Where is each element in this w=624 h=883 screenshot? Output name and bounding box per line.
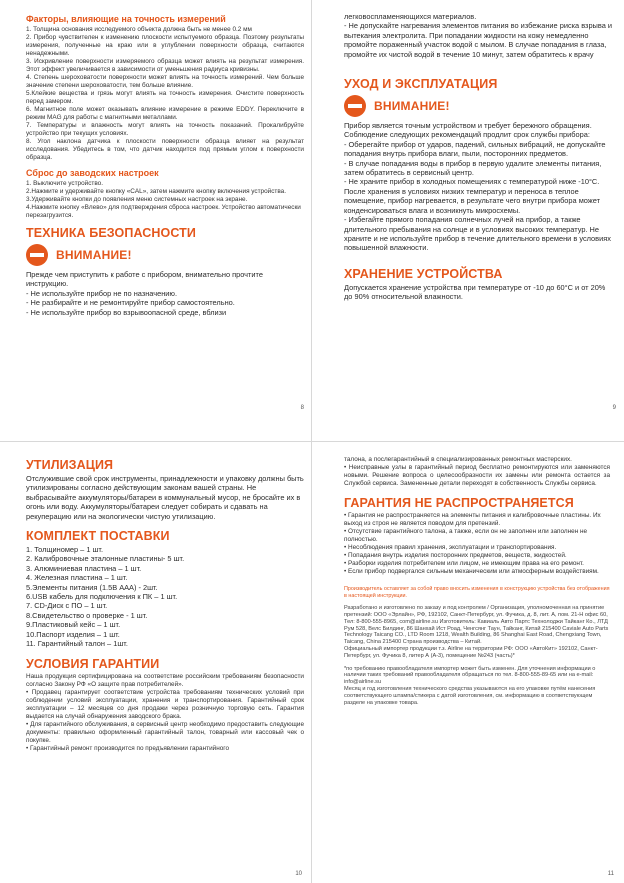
list-item: 11. Гарантийный талон – 1шт. bbox=[26, 639, 128, 649]
list-item: • Разборки изделия потребителем или лицом, не имеющим права на его ремонт. bbox=[344, 560, 584, 567]
list-item: - В случае попадания воды в прибор в первую удалите элементы питания, затем обратитесь в сервисный центр. bbox=[344, 158, 602, 178]
list-item: 3. Алюминиевая пластина – 1 шт. bbox=[26, 563, 142, 573]
list-item: 3. Искривление поверхности измеряемого образца может влиять на результат измерения. Этот эффект увеличивается в зависимости от уменьшения радиуса кривизны. bbox=[26, 58, 304, 73]
list-item: - Избегайте прямого попадания солнечных лучей на прибор, а также длительного пребывания на солнце и в условиях высоких температур. Не храните и не используйте прибор в течение длительного времени в условиях повышенной влажности. bbox=[344, 215, 611, 253]
care-heading: УХОД И ЭКСПЛУАТАЦИЯ bbox=[344, 77, 498, 92]
list-item: - Не допускайте нагревания элементов питания во избежание риска взрыва и вытекания электролита. При попадании жидкости на кожу немедленно промойте пораженный участок водой с мылом. В случае попадания в глаза, промойте их чистой водой в течение 10 минут, затем обратитесь к врачу bbox=[344, 21, 613, 59]
list-item: • Отсутствие гарантийного талона, а также, если он не заполнен или заполнен не полностью. bbox=[344, 528, 588, 543]
list-item: 8. Угол наклона датчика к плоскости поверхности образца влияет на результат исследования. Убедитесь в том, что датчик находится под прямым углом к поверхности образца. bbox=[26, 138, 304, 161]
kit-heading: КОМПЛЕКТ ПОСТАВКИ bbox=[26, 529, 170, 544]
list-item: • Для гарантийного обслуживания, в сервисный центр необходимо предоставить следующие документы: правильно оформленный гарантийный талон, товарный или кассовый чек о покупке. bbox=[26, 720, 304, 744]
list-item: 7. CD-Диск с ПО – 1 шт. bbox=[26, 601, 108, 611]
safety-continued bbox=[344, 12, 612, 59]
list-item: 7. Температуры и влажность могут влиять на точность показаний. Прокалибруйте устройство при текущих условиях. bbox=[26, 122, 304, 137]
warning-banner bbox=[26, 244, 304, 266]
warning-label: ВНИМАНИЕ! bbox=[56, 248, 132, 262]
kit-list bbox=[26, 545, 304, 648]
accuracy-factors-list bbox=[26, 26, 304, 162]
list-item: - Не используйте прибор во взрывоопасной среде, вблизи bbox=[26, 307, 227, 317]
list-item: 2. Калибровочные эталонные пластины- 5 шт. bbox=[26, 554, 185, 564]
list-item: Прежде чем приступить к работе с прибором, внимательно прочтите инструкцию. bbox=[26, 270, 263, 289]
footnote: *по требованию правообладателя импортер может быть изменен. Для уточнения информации о наличии таких требований правообладателя обращаться по тел. 8-800-555-89-65 или на e-mail: info@airline.su bbox=[344, 665, 596, 686]
page-number: 10 bbox=[295, 871, 302, 877]
list-item: - Не храните прибор в холодных помещениях с температурой ниже -10°С. После хранения в условиях низких температур и переноса в теплое помещение, прибор нагревается, в результате чего внутри прибора может конденсироваться влага и возникнуть микросхемы. bbox=[344, 177, 600, 215]
list-item: 1. Толщина основания исследуемого объекта должна быть не менее 0.2 мм bbox=[26, 26, 252, 33]
safety-list bbox=[26, 270, 304, 317]
list-item: 2.Нажмите и удерживайте кнопку «CAL», затем нажмите кнопку включения устройства. bbox=[26, 188, 287, 195]
manufacturer-note: Производитель оставляет за собой право вносить изменения в конструкцию устройства без отображения в настоящей инструкции. bbox=[344, 586, 610, 599]
storage-text: Допускается хранение устройства при температуре от -10 до 60°С и от 20% до 90% относительной влажности. bbox=[344, 282, 606, 302]
list-item: 4.Нажмите кнопку «Влево» для подтверждения сброса настроек. Устройство автоматически перезагрузится. bbox=[26, 204, 301, 219]
list-item: 9.Пластиковый кейс – 1 шт. bbox=[26, 620, 121, 630]
page-9-content bbox=[344, 12, 612, 302]
warning-banner bbox=[344, 95, 612, 117]
footnote: Месяц и год изготовления технического средства указываются на его упаковке путём нанесения соответствующего штампа/стикера с датой изготовления, см. информацию в соответствующем разделе на упаковке товара. bbox=[344, 685, 596, 706]
list-item: 5.Клейкие вещества и грязь могут влиять на точность измерения. Очистите поверхность перед замером. bbox=[26, 90, 304, 105]
page-9 bbox=[312, 0, 624, 441]
list-item: • Несоблюдения правил хранения, эксплуатации и транспортирования. bbox=[344, 544, 557, 551]
no-warranty-heading: ГАРАНТИЯ НЕ РАСПРОСТРАНЯЕТСЯ bbox=[344, 496, 574, 510]
factory-reset-list bbox=[26, 180, 304, 220]
factory-reset-heading: Сброс до заводских настроек bbox=[26, 168, 159, 178]
page-10 bbox=[0, 442, 312, 883]
list-item: • Попадания внутрь изделия посторонних предметов, веществ, жидкостей. bbox=[344, 552, 567, 559]
warranty-heading: УСЛОВИЯ ГАРАНТИИ bbox=[26, 656, 160, 671]
page-8 bbox=[0, 0, 312, 441]
list-item: • Если прибор подвергался сильным механическим или атмосферным воздействиям. bbox=[344, 568, 599, 575]
list-item: 6. Магнитное поле может оказывать влияние измерение в режиме EDDY. Переключите в режим MAG для работы с магнитными металлами. bbox=[26, 106, 304, 121]
list-item: - Оберегайте прибор от ударов, падений, сильных вибраций, не допускайте попадания внутрь прибора влаги, пыли, посторонних предметов. bbox=[344, 139, 606, 159]
no-warranty-list bbox=[344, 512, 610, 576]
no-entry-icon bbox=[26, 244, 48, 266]
list-item: • Гарантия не распространяется на элементы питания и калибровочные пластины. Их выход из строя не является поводом для претензий. bbox=[344, 512, 601, 527]
warranty-continued bbox=[344, 456, 610, 488]
warning-label: ВНИМАНИЕ! bbox=[374, 99, 450, 114]
list-item: - Не используйте прибор не по назначению. bbox=[26, 288, 177, 298]
list-item: Прибор является точным устройством и требует бережного обращения. Соблюдение следующих рекомендаций продлит срок службы прибора: bbox=[344, 121, 592, 140]
list-item: 5.Элементы питания (1.5В ААА) - 2шт. bbox=[26, 582, 158, 592]
disposal-text: Отслужившие свой срок инструменты, принадлежности и упаковку должны быть утилизированы согласно действующим законам вашей страны. Не выбрасывайте аккумуляторы/батареи в коммунальный мусор, не бросайте их в огонь или воду. Аккумуляторы/батареи следует собирать и сдавать на рекуперацию или на экологически чистую утилизацию. bbox=[26, 474, 304, 521]
care-list bbox=[344, 121, 612, 253]
page-10-content bbox=[26, 458, 304, 753]
list-item: легковоспламеняющихся материалов. bbox=[344, 12, 477, 21]
disposal-heading: УТИЛИЗАЦИЯ bbox=[26, 458, 114, 472]
manufacturer-info: Разработано и изготовлено по заказу и под контролем / Организация, уполномоченная на принятие претензий: ООО «Эрлайн», РФ, 192102, Санкт-Петербург, ул. Фучика, д. 8, лит. А, пом. 21-Н офис 60, Тел: 8-800-555-8965, com@airline.su Изготовитель: Кавиаль Авто Партс Технолоджи Тайканг Ко., ЛТД Рум 528, Велс Билдинг, 86 Шанхай Ист Роад, Ченгсянг Таун, Тайканг, Китай 215400 Caviale Auto Parts Technology Taicang CO., LTD Room 1218, Wealth Building, 86 Shanghai East Road, Chengxiang Town, Taicang, China 215400 Страна производства – Китай. bbox=[344, 605, 609, 646]
list-item: • Неисправные узлы в гарантийный период бесплатно ремонтируются или заменяются новыми. Решение вопроса о целесообразности их замены или ремонта остается за Службой сервиса. Замененные детали переходят в собственность Службы сервиса. bbox=[344, 464, 610, 487]
list-item: 1. Выключите устройство. bbox=[26, 180, 103, 187]
list-item: 4. Степень шероховатости поверхности может влиять на точность измерений. Чем больше значение степени шероховатости, тем больше влияние. bbox=[26, 74, 304, 89]
warranty-list bbox=[26, 673, 304, 753]
list-item: 4. Железная пластина – 1 шт. bbox=[26, 573, 128, 583]
list-item: 1. Толщиномер – 1 шт. bbox=[26, 545, 104, 555]
accuracy-factors-heading: Факторы, влияющие на точность измерений bbox=[26, 14, 226, 24]
page-number: 11 bbox=[607, 871, 614, 877]
list-item: 2. Прибор чувствителен к изменению плоскости испытуемого образца. Поэтому результаты измерения, полученные на краю или в углублении поверхности образца, считаются ненадежными. bbox=[26, 34, 304, 57]
safety-heading: ТЕХНИКА БЕЗОПАСНОСТИ bbox=[26, 226, 196, 240]
page-11-content bbox=[344, 456, 610, 706]
list-item: Наша продукция сертифицирована на соответствие российским требованиям безопасности согласно Закону РФ «О защите прав потребителей». bbox=[26, 672, 304, 688]
list-item: 8.Свидетельство о проверке - 1 шт. bbox=[26, 610, 148, 620]
page-11 bbox=[312, 442, 624, 883]
list-item: • Гарантийный ремонт производится по предъявлении гарантийного bbox=[26, 744, 230, 752]
list-item: талона, а послегарантийный в специализированных ремонтных мастерских. bbox=[344, 456, 572, 463]
list-item: • Продавец гарантирует соответствие устройства требованиям технических условий при соблюдении условий эксплуатации, хранения и транспортирования. Гарантийный срок эксплуатации – 12 месяцев со дня продажи через розничную торговую сеть. Гарантия выдается на случай обнаружения заводского брака. bbox=[26, 688, 304, 720]
page-number: 9 bbox=[612, 405, 616, 411]
page-8-content bbox=[26, 14, 304, 317]
list-item: - Не разбирайте и не ремонтируйте прибор самостоятельно. bbox=[26, 298, 235, 308]
list-item: 10.Паспорт изделия – 1 шт. bbox=[26, 629, 120, 639]
page-number: 8 bbox=[300, 405, 304, 411]
list-item: 6.USB кабель для подключения к ПК – 1 шт. bbox=[26, 592, 178, 602]
importer-info: Официальный импортер продукции т.з. Airline на территории РФ: ООО «АвтоКит» 192102, Санкт-Петербург, ул. Фучика 8, литер А (А-3), помещение №243 (часть)* bbox=[344, 645, 598, 659]
no-entry-icon bbox=[344, 95, 366, 117]
list-item: 3.Удерживайте кнопки до появления меню системных настроек на экране. bbox=[26, 196, 248, 203]
storage-heading: ХРАНЕНИЕ УСТРОЙСТВА bbox=[344, 266, 503, 281]
